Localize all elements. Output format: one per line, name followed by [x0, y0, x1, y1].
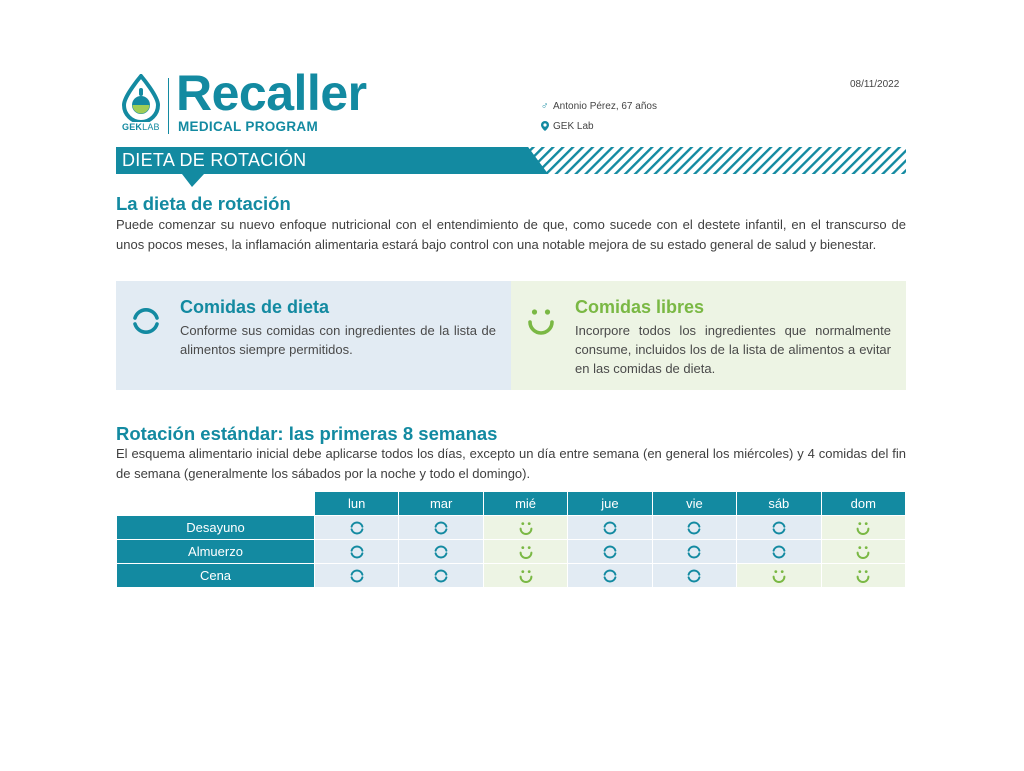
rotation-icon [433, 520, 449, 536]
dieta-text: Conforme sus comidas con ingredientes de la lista de alimentos siempre permitidos. [180, 323, 496, 357]
report-date: 08/11/2022 [850, 79, 900, 90]
table-header-row [117, 492, 906, 516]
meal-label: Desayuno [117, 516, 315, 540]
intro-text: Puede comenzar su nuevo enfoque nutricional con el entendimiento de que, como sucede con el destete infantil, en el transcurso de unos pocos meses, la inflamación alimentaria estará bajo control con una notable mejora de su estado general de salud y bienestar. [116, 217, 906, 252]
drop-logo-icon [120, 74, 162, 122]
patient-name: Antonio Pérez, 67 años [553, 101, 657, 112]
lab-row [541, 120, 657, 134]
smile-icon [525, 305, 557, 337]
dieta-title: Comidas de dieta [180, 297, 330, 317]
rotation-title: Rotación estándar: las primeras 8 semanas [116, 423, 498, 444]
rotation-icon [349, 568, 365, 584]
patient-info [541, 100, 657, 140]
table-row [117, 516, 906, 540]
meal-label: Almuerzo [117, 540, 315, 564]
day-header: mar [399, 492, 483, 516]
libre-text: Incorpore todos los ingredientes que normalmente consume, incluidos los de la lista de alimentos a evitar en las comidas de dieta. [575, 323, 891, 376]
rotation-icon [433, 568, 449, 584]
rotation-icon [686, 544, 702, 560]
rotation-icon [686, 520, 702, 536]
day-header: jue [568, 492, 652, 516]
smile-icon [855, 568, 871, 584]
smile-icon [855, 520, 871, 536]
smile-icon [518, 544, 534, 560]
rotation-icon [130, 305, 162, 337]
smile-icon [855, 544, 871, 560]
dieta-cell [652, 516, 736, 540]
intro-title: La dieta de rotación [116, 193, 291, 214]
rotation-text: El esquema alimentario inicial debe aplicarse todos los días, excepto un día entre semana (en general los miércoles) y 4 comidas del fin de semana (generalmente los sábados por la noche y todo el domingo). [116, 446, 906, 481]
rotation-icon [686, 568, 702, 584]
location-pin-icon [541, 121, 553, 134]
day-header: vie [652, 492, 736, 516]
dieta-cell [737, 516, 821, 540]
dieta-cell [652, 540, 736, 564]
dieta-cell [568, 564, 652, 588]
dieta-cell [315, 564, 399, 588]
rotation-icon [602, 544, 618, 560]
dieta-cell [399, 564, 483, 588]
libre-cell [483, 540, 567, 564]
dieta-cell [315, 540, 399, 564]
dieta-cell [315, 516, 399, 540]
rotation-icon [349, 520, 365, 536]
smile-icon [518, 568, 534, 584]
program-label: MEDICAL PROGRAM [178, 119, 319, 134]
dieta-box [116, 281, 511, 390]
day-header: lun [315, 492, 399, 516]
libre-cell [821, 540, 905, 564]
table-row [117, 564, 906, 588]
rotation-icon [602, 568, 618, 584]
libre-cell [821, 564, 905, 588]
libre-cell [821, 516, 905, 540]
libre-box [511, 281, 906, 390]
patient-row [541, 100, 657, 114]
rotation-icon [771, 520, 787, 536]
libre-cell [483, 564, 567, 588]
rotation-icon [771, 544, 787, 560]
logo [120, 65, 410, 136]
libre-cell [737, 564, 821, 588]
section-banner [116, 147, 906, 187]
dieta-cell [568, 540, 652, 564]
libre-title: Comidas libres [575, 297, 705, 317]
day-header: dom [821, 492, 905, 516]
rotation-icon [433, 544, 449, 560]
smile-icon [771, 568, 787, 584]
dieta-cell [399, 540, 483, 564]
dieta-cell [737, 540, 821, 564]
table-row [117, 540, 906, 564]
lab-name: GEK Lab [553, 121, 594, 132]
logo-divider [168, 78, 169, 134]
meal-label: Cena [117, 564, 315, 588]
rotation-table [116, 491, 906, 588]
logo-subtitle: GEKLAB [122, 122, 160, 132]
table-corner [117, 492, 315, 516]
app-title: Recaller [176, 65, 367, 121]
libre-cell [483, 516, 567, 540]
smile-icon [518, 520, 534, 536]
dieta-cell [652, 564, 736, 588]
dieta-cell [568, 516, 652, 540]
male-icon: ♂ [541, 101, 549, 112]
banner-title: DIETA DE ROTACIÓN [122, 150, 307, 170]
dieta-cell [399, 516, 483, 540]
day-header: sáb [737, 492, 821, 516]
rotation-icon [349, 544, 365, 560]
rotation-icon [602, 520, 618, 536]
day-header: mié [483, 492, 567, 516]
